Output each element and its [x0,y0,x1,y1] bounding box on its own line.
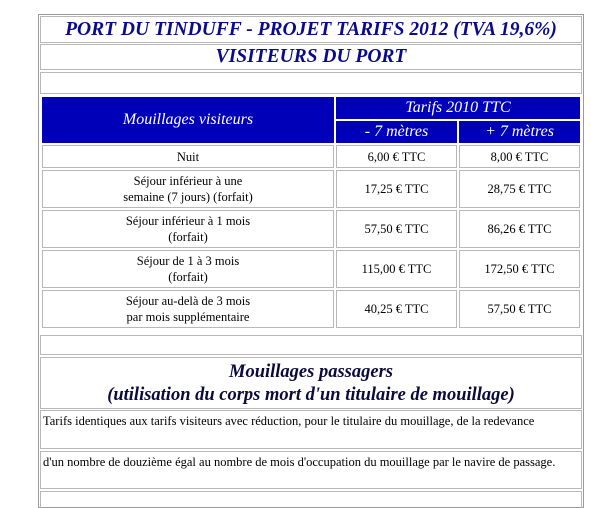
price-small: 6,00 € TTC [336,145,457,168]
spacer-row [40,335,582,355]
section-title-line1: Mouillages passagers [229,362,393,382]
row-label-line2: semaine (7 jours) (forfait) [123,190,253,204]
price-large: 28,75 € TTC [459,170,580,208]
row-label-line1: Séjour inférieur à 1 mois [125,214,251,228]
section-title-passagers [40,357,582,409]
price-small: 40,25 € TTC [336,290,457,328]
row-label [42,290,334,328]
section-title-line2: (utilisation du corps mort d'un titulaire de mouillage) [107,385,515,405]
table-row [42,170,580,208]
table-row [42,250,580,288]
price-large: 86,26 € TTC [459,210,580,248]
table-row [42,145,580,168]
spacer-row [40,491,582,508]
table-row [42,210,580,248]
page-title: PORT DU TINDUFF - PROJET TARIFS 2012 (TVA 19,6%) [40,16,582,43]
row-label-line2: (forfait) [168,230,208,244]
price-small: 115,00 € TTC [336,250,457,288]
row-label-line1: Séjour de 1 à 3 mois [136,254,240,268]
table-row [42,290,580,328]
row-label [42,170,334,208]
row-label [42,145,334,168]
price-large: 8,00 € TTC [459,145,580,168]
row-label [42,210,334,248]
page-subtitle: VISITEURS DU PORT [40,44,582,70]
price-large: 172,50 € TTC [459,250,580,288]
tarif-year-header: Tarifs 2010 TTC [336,97,580,119]
row-label-line1: Séjour au-delà de 3 mois [125,294,251,308]
row-label-line2: (forfait) [168,270,208,284]
column-header-large: + 7 mètres [459,121,580,143]
row-label-line2: par mois supplémentaire [126,310,250,324]
price-small: 57,50 € TTC [336,210,457,248]
section-header-visiteurs: Mouillages visiteurs [42,97,334,143]
tarifs-table [40,95,582,330]
price-small: 17,25 € TTC [336,170,457,208]
price-large: 57,50 € TTC [459,290,580,328]
paragraph-douziemes: d'un nombre de douzième égal au nombre de mois d'occupation du mouillage par le navire de passage. [40,451,582,489]
row-label-line1: Nuit [176,149,200,164]
spacer-row [40,72,582,94]
row-label-line1: Séjour inférieur à une [133,174,243,188]
paragraph-reduction: Tarifs identiques aux tarifs visiteurs avec réduction, pour le titulaire du mouillage, de la redevance [40,410,582,449]
row-label [42,250,334,288]
column-header-small: - 7 mètres [336,121,457,143]
